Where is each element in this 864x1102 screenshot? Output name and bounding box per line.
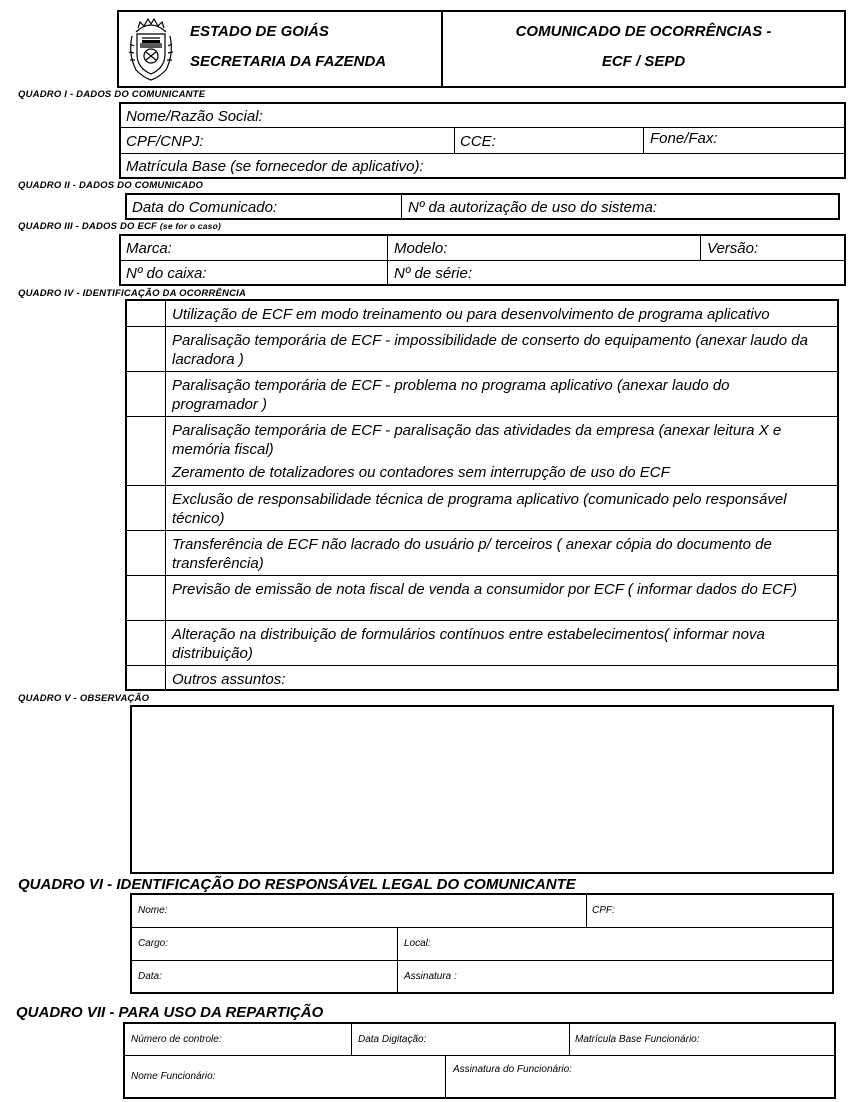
modelo-field[interactable]: Modelo: [394,240,448,257]
occurrence-checkbox-6[interactable] [126,531,166,575]
occurrence-checkbox-8[interactable] [126,621,166,665]
razao-social-field[interactable]: Nome/Razão Social: [126,108,263,125]
quadro6-box [130,893,834,994]
occurrence-item: Paralisação temporária de ECF - problema no programa aplicativo (anexar laudo do programador ) [172,377,730,413]
occurrence-item: Paralisação temporária de ECF - impossibilidade de conserto do equipamento (anexar laudo da lacradora ) [172,332,808,368]
quadro1-row-line [119,153,846,154]
responsavel-cpf-field[interactable]: CPF: [592,905,615,916]
header-state: ESTADO DE GOIÁS [190,23,329,40]
observacao-textarea[interactable] [130,705,834,874]
nome-funcionario-field[interactable]: Nome Funcionário: [131,1071,216,1082]
header-box [117,10,846,88]
occurrence-item: Previsão de emissão de nota fiscal de venda a consumidor por ECF ( informar dados do ECF) [172,581,798,598]
quadro3-row-line [119,260,846,261]
data-digitacao-field[interactable]: Data Digitação: [358,1034,427,1045]
occurrence-item: Paralisação temporária de ECF - paralisação das atividades da empresa (anexar leitura X e memória fiscal) [172,422,782,458]
quadro4-row-line [125,620,839,621]
quadro1-label: QUADRO I - DADOS DO COMUNICANTE [18,89,206,100]
quadro7-col-line [569,1022,570,1055]
quadro4-row-line [125,416,839,417]
caixa-field[interactable]: Nº do caixa: [126,265,207,282]
versao-field[interactable]: Versão: [707,240,759,257]
quadro7-col-line [445,1055,446,1099]
autorizacao-field[interactable]: Nº da autorização de uso do sistema: [408,199,657,216]
quadro7-row-line [123,1055,836,1056]
quadro6-row-line [130,960,834,961]
cce-field[interactable]: CCE: [460,133,496,150]
quadro5-label: QUADRO V - OBSERVAÇÃO [18,693,150,704]
occurrence-item: Utilização de ECF em modo treinamento ou para desenvolvimento de programa aplicativo [172,306,770,323]
marca-field[interactable]: Marca: [126,240,172,257]
numero-controle-field[interactable]: Número de controle: [131,1034,222,1045]
quadro1-row-line [119,127,846,128]
quadro4-row-line [125,665,839,666]
responsavel-assinatura-field[interactable]: Assinatura : [404,971,457,982]
responsavel-cargo-field[interactable]: Cargo: [138,938,169,949]
matricula-base-field[interactable]: Matrícula Base (se fornecedor de aplicativo): [126,158,424,175]
occurrence-item: Outros assuntos: [172,671,286,688]
quadro4-label: QUADRO IV - IDENTIFICAÇÃO DA OCORRÊNCIA [18,288,247,299]
quadro7-col-line [351,1022,352,1055]
quadro4-row-line [125,371,839,372]
responsavel-data-field[interactable]: Data: [138,971,162,982]
assinatura-funcionario-field[interactable]: Assinatura do Funcionário: [453,1064,572,1075]
state-coat-of-arms-icon [126,14,176,84]
serie-field[interactable]: Nº de série: [394,265,473,282]
quadro6-row-line [130,927,834,928]
occurrence-item: Transferência de ECF não lacrado do usuário p/ terceiros ( anexar cópia do documento de transferência) [172,536,772,572]
occurrence-checkbox-9[interactable] [126,666,166,691]
quadro3-label [18,221,221,232]
quadro4-row-line [125,530,839,531]
header-department: SECRETARIA DA FAZENDA [190,53,387,70]
data-comunicado-field[interactable]: Data do Comunicado: [132,199,278,216]
matricula-funcionario-field[interactable]: Matrícula Base Funcionário: [575,1034,700,1045]
header-title-line1: COMUNICADO DE OCORRÊNCIAS - [515,23,772,40]
responsavel-local-field[interactable]: Local: [404,938,431,949]
quadro2-label: QUADRO II - DADOS DO COMUNICADO [18,180,204,191]
occurrence-checkbox-5[interactable] [126,486,166,530]
quadro6-col-line [586,893,587,927]
occurrence-checkbox-2[interactable] [126,327,166,371]
cpf-cnpj-field[interactable]: CPF/CNPJ: [126,133,204,150]
quadro3-label-text: QUADRO III - DADOS DO ECF [18,221,158,232]
occurrence-item: Zeramento de totalizadores ou contadores sem interrupção de uso do ECF [172,464,670,481]
occurrence-item: Exclusão de responsabilidade técnica de programa aplicativo (comunicado pelo responsável técnico) [172,491,787,527]
quadro6-col-line [397,927,398,994]
occurrence-checkbox-1[interactable] [126,300,166,326]
occurrence-checkbox-3[interactable] [126,372,166,416]
header-divider [441,10,443,88]
quadro4-row-line [125,575,839,576]
quadro7-label: QUADRO VII - PARA USO DA REPARTIÇÃO [16,1004,324,1021]
fone-fax-field[interactable]: Fone/Fax: [650,130,718,147]
quadro6-label: QUADRO VI - IDENTIFICAÇÃO DO RESPONSÁVEL LEGAL DO COMUNICANTE [18,876,576,893]
occurrence-checkbox-4[interactable] [126,417,166,485]
quadro7-box [123,1022,836,1099]
responsavel-nome-field[interactable]: Nome: [138,905,168,916]
occurrence-checkbox-7[interactable] [126,576,166,620]
quadro4-row-line [125,326,839,327]
quadro4-row-line [125,485,839,486]
header-title-line2: ECF / SEPD [601,53,686,70]
occurrence-item: Alteração na distribuição de formulários contínuos entre estabelecimentos( informar nova distribuição) [172,626,765,662]
quadro3-label-suffix: (se for o caso) [159,221,222,231]
